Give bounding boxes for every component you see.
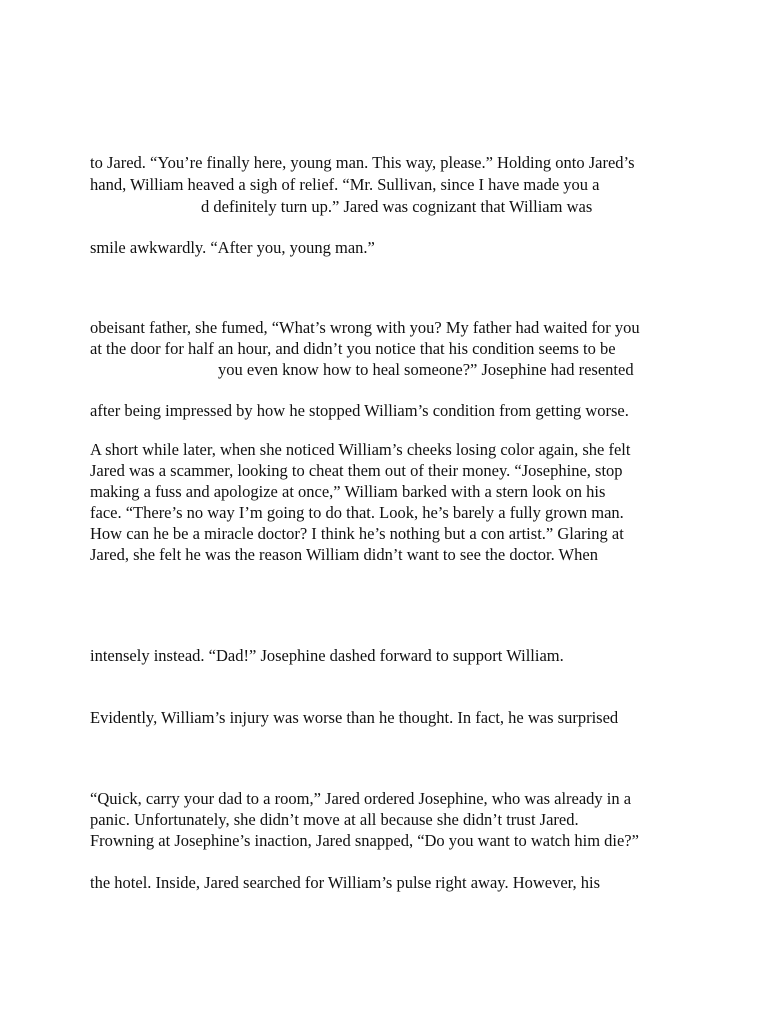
text-line: at the door for half an hour, and didn’t you notice that his condition seems to be [90, 339, 616, 358]
text-line: hand, William heaved a sigh of relief. “Mr. Sullivan, since I have made you a [90, 175, 600, 194]
text-line: to Jared. “You’re finally here, young man. This way, please.” Holding onto Jared’s [90, 153, 635, 172]
text-line: How can he be a miracle doctor? I think he’s nothing but a con artist.” Glaring at [90, 524, 624, 543]
text-line: you even know how to heal someone?” Josephine had resented [218, 360, 634, 379]
text-line: the hotel. Inside, Jared searched for William’s pulse right away. However, his [90, 873, 601, 892]
text-line: d definitely turn up.” Jared was cognizant that William was [201, 197, 593, 216]
text-line: A short while later, when she noticed William’s cheeks losing color again, she felt [90, 440, 631, 459]
text-line: “Quick, carry your dad to a room,” Jared ordered Josephine, who was already in a [90, 789, 632, 808]
text-line: Jared, she felt he was the reason William didn’t want to see the doctor. When [90, 545, 598, 564]
text-line: Evidently, William’s injury was worse than he thought. In fact, he was surprised [90, 708, 619, 727]
text-line: obeisant father, she fumed, “What’s wrong with you? My father had waited for you [90, 318, 640, 337]
text-line: Jared was a scammer, looking to cheat them out of their money. “Josephine, stop [90, 461, 623, 480]
text-line: smile awkwardly. “After you, young man.” [90, 238, 375, 257]
text-line: making a fuss and apologize at once,” William barked with a stern look on his [90, 482, 606, 501]
text-line: panic. Unfortunately, she didn’t move at all because she didn’t trust Jared. [90, 810, 579, 829]
text-line: after being impressed by how he stopped William’s condition from getting worse. [90, 401, 629, 420]
text-line: face. “There’s no way I’m going to do that. Look, he’s barely a fully grown man. [90, 503, 624, 522]
text-line: Frowning at Josephine’s inaction, Jared snapped, “Do you want to watch him die?” [90, 831, 639, 850]
text-line: intensely instead. “Dad!” Josephine dashed forward to support William. [90, 646, 564, 665]
